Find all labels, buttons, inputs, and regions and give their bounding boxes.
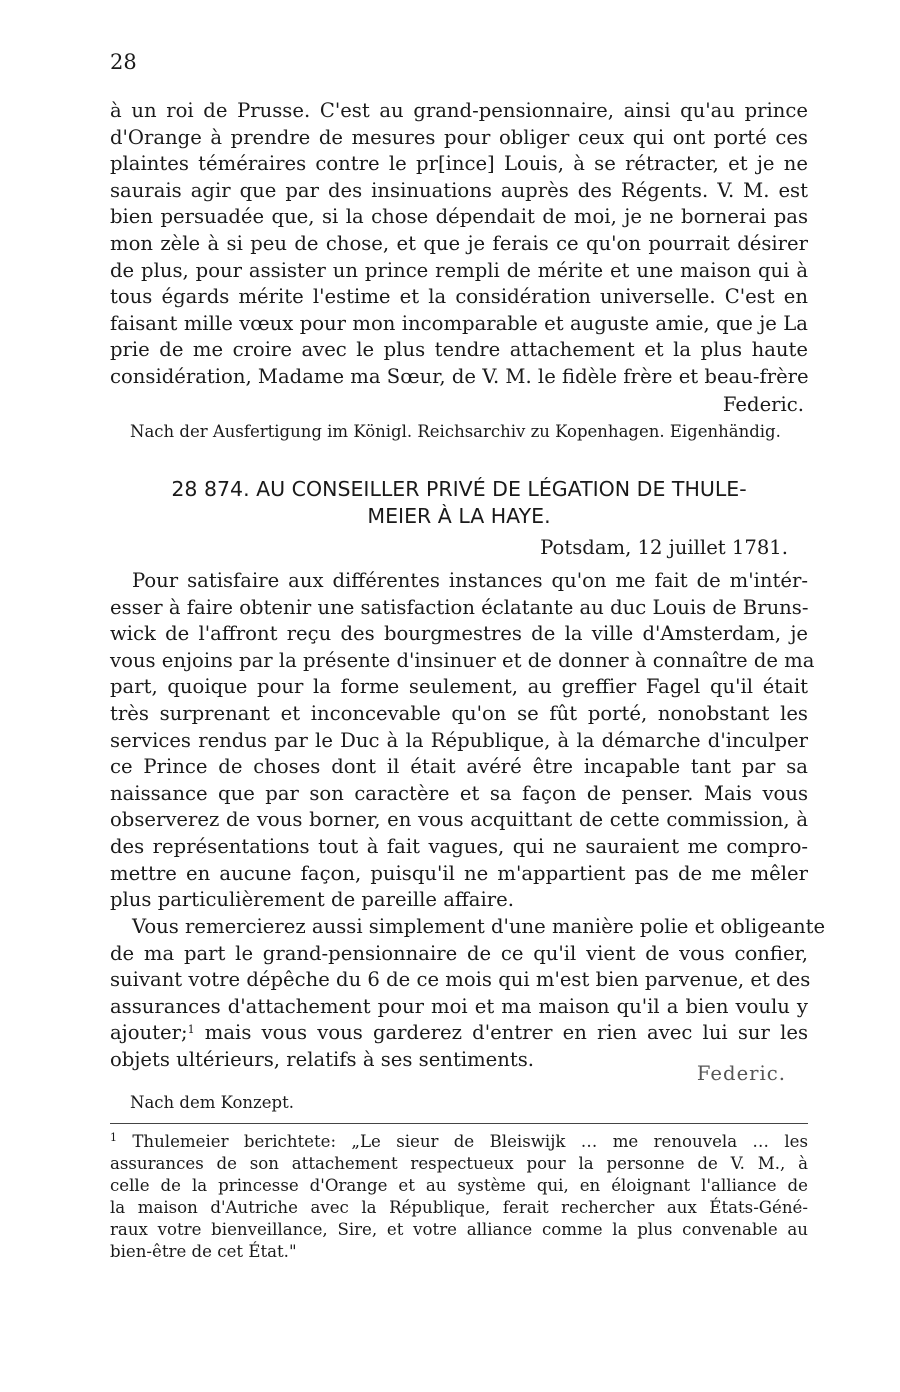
letter1-line: mon zèle à si peu de chose, et que je ferais ce qu'on pourrait désirer: [110, 231, 808, 255]
letter2-line: très surprenant et inconcevable qu'on se fût porté, nonobstant les: [110, 701, 808, 725]
letter1-line: d'Orange à prendre de mesures pour obliger ceux qui ont porté ces: [110, 125, 808, 149]
page-number: 28: [110, 50, 137, 74]
letter2-line: naissance que par son caractère et sa façon de penser. Mais vous: [110, 781, 808, 805]
footnote-reference[interactable]: 1: [187, 1023, 195, 1037]
letter2-heading: [110, 476, 808, 530]
letter2-heading-line1: 28 874. AU CONSEILLER PRIVÉ DE LÉGATION DE THULE-: [171, 477, 747, 501]
footnote: [110, 1131, 808, 1263]
footnote-line: assurances de son attachement respectueux pour la personne de V. M., à: [110, 1154, 808, 1173]
letter2-line: objets ultérieurs, relatifs à ses sentiments.: [110, 1047, 535, 1071]
letter2-text: ajouter;: [110, 1021, 188, 1045]
footnote-line: celle de la princesse d'Orange et au système qui, en éloignant l'alliance de: [110, 1176, 808, 1195]
letter2-line: wick de l'affront reçu des bourgmestres de la ville d'Amsterdam, je: [110, 622, 808, 646]
letter2-line: part, quoique pour la forme seulement, au greffier Fagel qu'il était: [110, 675, 808, 699]
letter2-line: ce Prince de choses dont il était avéré être incapable tant par sa: [110, 755, 808, 779]
letter2-source-note: Nach dem Konzept.: [130, 1093, 294, 1112]
letter2-line: assurances d'attachement pour moi et ma maison qu'il a bien voulu y: [110, 994, 808, 1018]
letter2-line: Vous remercierez aussi simplement d'une manière polie et obligeante: [132, 915, 826, 938]
footnote-line: [110, 1131, 808, 1153]
letter2-line: observerez de vous borner, en vous acquittant de cette commission, à: [110, 808, 808, 832]
letter2-date: Potsdam, 12 juillet 1781.: [540, 536, 788, 559]
footnote-line: bien-être de cet État.": [110, 1242, 297, 1261]
letter2-paragraph1: [110, 568, 815, 914]
footnote-line: la maison d'Autriche avec la République, ferait rechercher aux États-Géné-: [110, 1198, 808, 1217]
letter1-signature: Federic.: [722, 393, 804, 416]
letter1-line: bien persuadée que, si la chose dépendait de moi, je ne bornerai pas: [110, 205, 808, 229]
footnote-divider: [110, 1123, 808, 1124]
letter1-line: de plus, pour assister un prince rempli de mérite et une maison qui à: [110, 258, 808, 282]
letter1-line: prie de me croire avec le plus tendre attachement et la plus haute: [110, 338, 808, 362]
letter2-signature: Federic.: [696, 1062, 786, 1085]
letter1-body: [110, 98, 808, 391]
letter2-text: mais vous vous garderez d'entrer en rien avec lui sur les: [194, 1021, 808, 1045]
footnote-text: Thulemeier berichtete: „Le sieur de Bleiswijk … me renouvela … les: [117, 1132, 808, 1151]
letter2-line: suivant votre dépêche du 6 de ce mois qui m'est bien parvenue, et des: [110, 968, 811, 992]
footnote-line: raux votre bienveillance, Sire, et votre alliance comme la plus convenable au: [110, 1220, 808, 1239]
letter1-source-note: Nach der Ausfertigung im Königl. Reichsarchiv zu Kopenhagen. Eigenhändig.: [130, 422, 781, 441]
letter1-line: considération, Madame ma Sœur, de V. M. le fidèle frère et beau-frère: [110, 364, 809, 388]
letter2-line: esser à faire obtenir une satisfaction éclatante au duc Louis de Bruns-: [110, 595, 809, 619]
letter2-line: des représentations tout à fait vagues, qui ne sauraient me compro-: [110, 834, 808, 858]
letter2-line: vous enjoins par la présente d'insinuer et de donner à connaître de ma: [110, 648, 815, 672]
letter2-heading-line2: MEIER À LA HAYE.: [367, 504, 551, 528]
letter2-line: plus particulièrement de pareille affaire.: [110, 888, 514, 912]
letter1-line: plaintes téméraires contre le pr[ince] Louis, à se rétracter, et je ne: [110, 152, 808, 176]
letter1-line: faisant mille vœux pour mon incomparable et auguste amie, que je La: [110, 311, 808, 335]
letter1-line: à un roi de Prusse. C'est au grand-pensionnaire, ainsi qu'au prince: [110, 99, 808, 122]
letter1-line: saurais agir que par des insinuations auprès des Régents. V. M. est: [110, 178, 808, 202]
letter2-line: mettre en aucune façon, puisqu'il ne m'appartient pas de me mêler: [110, 861, 808, 885]
letter2-line: services rendus par le Duc à la République, à la démarche d'inculper: [110, 728, 808, 752]
letter2-line: de ma part le grand-pensionnaire de ce qu'il vient de vous confier,: [110, 941, 808, 965]
letter2-paragraph2: [110, 914, 826, 1074]
letter1-line: tous égards mérite l'estime et la considération universelle. C'est en: [110, 285, 808, 309]
letter2-line: Pour satisfaire aux différentes instances qu'on me fait de m'intér-: [132, 569, 808, 592]
footnote-marker: 1: [110, 1131, 117, 1144]
letter2-line: [110, 1020, 808, 1047]
